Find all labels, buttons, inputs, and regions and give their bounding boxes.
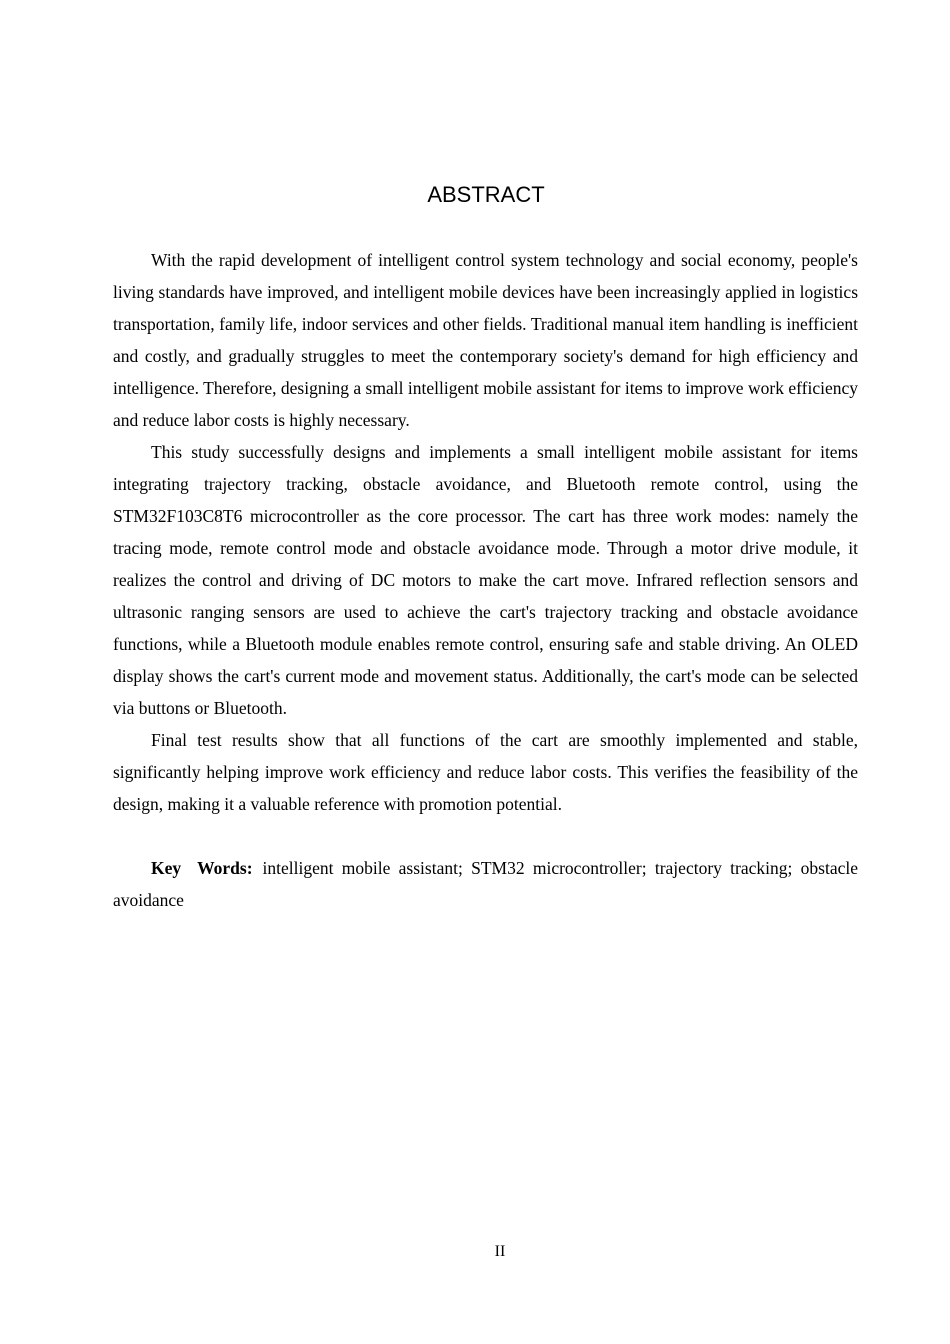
abstract-paragraph-2: This study successfully designs and implements a small intelligent mobile assistant for items integrating trajectory tracking, obstacle avoidance, and Bluetooth remote control, using the STM32F103C8T6 microcontroller as the core processor. The cart has three work modes: namely the tracing mode, remote control mode and obstacle avoidance mode. Through a motor drive module, it realizes the control and driving of DC motors to make the cart move. Infrared reflection sensors and ultrasonic ranging sensors are used to achieve the cart's trajectory tracking and obstacle avoidance functions, while a Bluetooth module enables remote control, ensuring safe and stable driving. An OLED display shows the cart's current mode and movement status. Additionally, the cart's mode can be selected via buttons or Bluetooth.: [113, 442, 858, 718]
abstract-body: [113, 244, 858, 916]
page-number: II: [494, 1243, 506, 1260]
abstract-paragraph-3: Final test results show that all functions of the cart are smoothly implemented and stable, significantly helping improve work efficiency and reduce labor costs. This verifies the feasibility of the design, making it a valuable reference with promotion potential.: [113, 730, 858, 814]
abstract-paragraph-1: With the rapid development of intelligent control system technology and social economy, people's living standards have improved, and intelligent mobile devices have been increasingly applied in logistics transportation, family life, indoor services and other fields. Traditional manual item handling is inefficient and costly, and gradually struggles to meet the contemporary society's demand for high efficiency and intelligence. Therefore, designing a small intelligent mobile assistant for items to improve work efficiency and reduce labor costs is highly necessary.: [113, 250, 858, 430]
keywords-line: [113, 852, 858, 916]
keywords-label: Key Words:: [151, 858, 253, 878]
keywords-text: intelligent mobile assistant; STM32 microcontroller; trajectory tracking; obstacle avoidance: [113, 858, 858, 910]
abstract-title: ABSTRACT: [427, 182, 545, 207]
